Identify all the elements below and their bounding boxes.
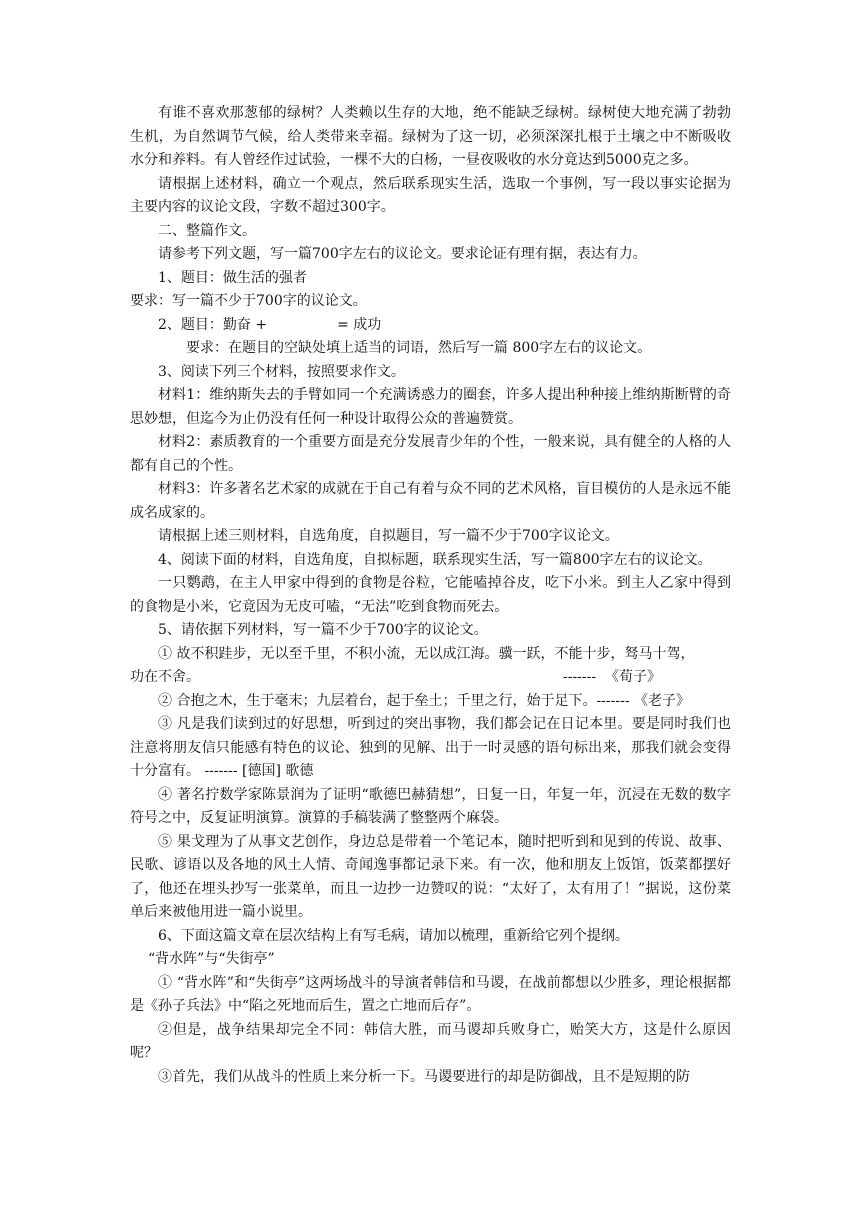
essay-paragraph-3: ③首先，我们从战斗的性质上来分析一下。马谡要进行的却是防御战，且不是短期的防 <box>158 1068 690 1085</box>
essay-paragraph-1: ① “背水阵”和“失街亭”这两场战斗的导演者韩信和马谡，在战前都想以少胜多，理论根据都是《孙子兵法》中“陷之死地而后生，置之亡地而后存”。 <box>130 974 731 1014</box>
material-3: 材料3：许多著名艺术家的成就在于自己有着与众不同的艺术风格，盲目模仿的人是永远不能成名成家的。 <box>130 481 731 521</box>
topic-2: 2、题目：勤奋 + = 成功 <box>158 316 382 333</box>
topic-4-story: 一只鹦鹉，在主人甲家中得到的食物是谷粒，它能嗑掉谷皮，吃下小米。到主人乙家中得到的食物是小米，它竟因为无皮可嗑，“无法”吃到食物而死去。 <box>130 575 731 615</box>
document-page <box>130 102 731 1089</box>
topic-1-requirement: 要求：写一篇不少于700字的议论文。 <box>130 293 367 309</box>
quote-4: ④ 著名拧数学家陈景润为了证明“歌德巴赫猜想”，日复一日，年复一年，沉浸在无数的数字符号之中，反复证明演算。演算的手稿装满了整整两个麻袋。 <box>130 786 731 826</box>
quote-1-tail: 功在不舍。 <box>130 669 200 685</box>
section-heading: 二、整篇作文。 <box>158 222 256 239</box>
topic-5: 5、请依据下列材料，写一篇不少于700字的议论文。 <box>158 622 488 638</box>
quote-2: ② 合抱之木，生于毫末；九层着台，起于垒土；千里之行，始于足下。------- 《老子》 <box>158 692 691 709</box>
section-description: 请参考下列文题，写一篇700字左右的议论文。要求论证有理有据，表达有力。 <box>158 246 647 262</box>
material-2: 材料2：素质教育的一个重要方面是充分发展青少年的个性，一般来说，具有健全的人格的人都有自己的个性。 <box>130 434 731 474</box>
topic-6: 6、下面这篇文章在层次结构上有写毛病，请加以梳理，重新给它列个提纲。 <box>158 927 629 944</box>
essay-title: “背水阵”与“失街亭” <box>148 951 275 967</box>
topic-3: 3、阅读下列三个材料，按照要求作文。 <box>158 363 405 380</box>
quote-1-source: ------- 《荀子》 <box>562 669 661 685</box>
quote-5: ⑤ 果戈理为了从事文艺创作，身边总是带着一个笔记本，随时把听到和见到的传说、故事、民歌、谚语以及各地的风土人情、奇闻逸事都记录下来。有一次，他和朋友上饭馆，饭菜都摆好了，他还在埋头抄写一张菜单，而且一边抄一边赞叹的说：“太好了，太有用了！”据说，这份菜单后来被他用进一篇小说里。 <box>130 833 731 920</box>
material-1: 材料1：维纳斯失去的手臂如同一个充满诱惑力的圈套，许多人提出种种接上维纳斯断臂的奇思妙想，但迄今为止仍没有任何一种设计取得公众的普遍赞赏。 <box>130 387 731 427</box>
essay-paragraph-2: ②但是，战争结果却完全不同：韩信大胜，而马谡却兵败身亡，贻笑大方，这是什么原因呢？ <box>130 1021 731 1061</box>
topic-2-requirement: 要求：在题目的空缺处填上适当的词语，然后写一篇 800字左右的议论文。 <box>186 340 652 356</box>
topic-4: 4、阅读下面的材料，自选角度，自拟标题，联系现实生活，写一篇800字左右的议论文。 <box>158 551 712 568</box>
intro-instruction: 请根据上述材料，确立一个观点，然后联系现实生活，选取一个事例，写一段以事实论据为主要内容的议论文段，字数不超过300字。 <box>130 175 731 215</box>
quote-1-tail-row <box>130 666 731 690</box>
topic-1: 1、题目：做生活的强者 <box>158 269 307 286</box>
quote-3: ③ 凡是我们读到过的好思想，听到过的突出事物，我们都会记在日记本里。要是同时我们也注意将朋友信只能感有特色的议论、独到的见解、出于一时灵感的语句标出来，那我们就会变得十分富有。 ------- [德国] 歌德 <box>130 716 731 779</box>
quote-1: ① 故不积跬步，无以至千里，不积小流，无以成江海。骥一跃，不能十步，驽马十驾， <box>158 645 695 662</box>
intro-paragraph: 有谁不喜欢那葱郁的绿树？人类赖以生存的大地，绝不能缺乏绿树。绿树使大地充满了勃勃生机，为自然调节气候，给人类带来幸福。绿树为了这一切，必须深深扎根于土壤之中不断吸收水分和养料。有人曾经作过试验，一棵不大的白杨，一昼夜吸收的水分竟达到5000克之多。 <box>130 105 731 168</box>
materials-requirement: 请根据上述三则材料，自选角度，自拟题目，写一篇不少于700字议论文。 <box>158 528 619 544</box>
